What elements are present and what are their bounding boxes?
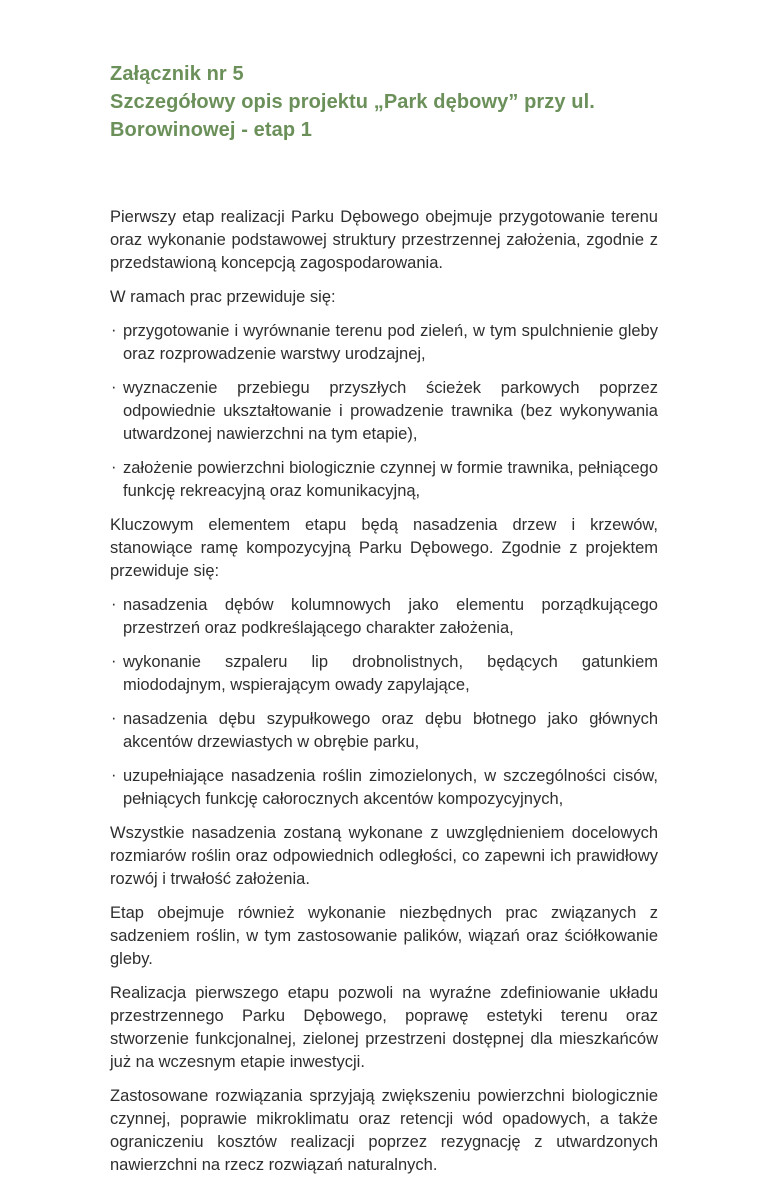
- plantings-bullet-list: [110, 594, 658, 811]
- list-item-text: uzupełniające nasadzenia roślin zimozielonych, w szczególności cisów, pełniących funkcję całorocznych akcentów kompozycyjnych,: [123, 767, 658, 808]
- paragraph-planting-sizes: Wszystkie nasadzenia zostaną wykonane z uwzględnieniem docelowych rozmiarów roślin oraz odpowiednich odległości, co zapewni ich prawidłowy rozwój i trwałość założenia.: [110, 824, 658, 888]
- list-item-text: wykonanie szpaleru lip drobnolistnych, będących gatunkiem miododajnym, wspierającym owady zapylające,: [123, 653, 658, 694]
- bullet-icon: ·: [111, 458, 117, 476]
- list-item-text: nasadzenia dębu szypułkowego oraz dębu błotnego jako głównych akcentów drzewiastych w obrębie parku,: [123, 710, 658, 751]
- list-item: [110, 320, 658, 366]
- list-item: [110, 377, 658, 446]
- attachment-number: Załącznik nr 5: [110, 63, 244, 85]
- paragraph-planting-works: Etap obejmuje również wykonanie niezbędnych prac związanych z sadzeniem roślin, w tym zastosowanie palików, wiązań oraz ściółkowanie gleby.: [110, 904, 658, 968]
- list-item-text: przygotowanie i wyrównanie terenu pod zieleń, w tym spulchnienie gleby oraz rozprowadzenie warstwy urodzajnej,: [123, 322, 658, 363]
- paragraph-works-lead-in: W ramach prac przewiduje się:: [110, 288, 336, 306]
- document-heading: [110, 60, 658, 144]
- list-item-text: wyznaczenie przebiegu przyszłych ścieżek parkowych poprzez odpowiednie ukształtowanie i prowadzenie trawnika (bez wykonywania utwardzonej nawierzchni na tym etapie),: [123, 379, 658, 443]
- works-bullet-list: [110, 320, 658, 503]
- paragraph-benefits: Zastosowane rozwiązania sprzyjają zwiększeniu powierzchni biologicznie czynnej, poprawie mikroklimatu oraz retencji wód opadowych, a także ograniczeniu kosztów realizacji poprzez rezygnację z utwardzonych nawierzchni na rzecz rozwiązań naturalnych.: [110, 1087, 658, 1174]
- bullet-icon: ·: [111, 709, 117, 727]
- list-item: [110, 708, 658, 754]
- paragraph-plantings-lead-in: Kluczowym elementem etapu będą nasadzenia drzew i krzewów, stanowiące ramę kompozycyjną Parku Dębowego. Zgodnie z projektem przewiduje się:: [110, 516, 658, 580]
- list-item-text: założenie powierzchni biologicznie czynnej w formie trawnika, pełniącego funkcję rekreacyjną oraz komunikacyjną,: [123, 459, 658, 500]
- list-item: [110, 457, 658, 503]
- list-item: [110, 765, 658, 811]
- list-item-text: nasadzenia dębów kolumnowych jako elementu porządkującego przestrzeń oraz podkreślającego charakter założenia,: [123, 596, 658, 637]
- list-item: [110, 594, 658, 640]
- document-body: [110, 206, 658, 1177]
- document-title: Szczegółowy opis projektu „Park dębowy” przy ul. Borowinowej - etap 1: [110, 91, 595, 141]
- list-item: [110, 651, 658, 697]
- bullet-icon: ·: [111, 766, 117, 784]
- bullet-icon: ·: [111, 378, 117, 396]
- bullet-icon: ·: [111, 595, 117, 613]
- paragraph-intro: Pierwszy etap realizacji Parku Dębowego obejmuje przygotowanie terenu oraz wykonanie podstawowej struktury przestrzennej założenia, zgodnie z przedstawioną koncepcją zagospodarowania.: [110, 208, 658, 272]
- paragraph-stage-results: Realizacja pierwszego etapu pozwoli na wyraźne zdefiniowanie układu przestrzennego Parku Dębowego, poprawę estetyki terenu oraz stworzenie funkcjonalnej, zielonej przestrzeni dostępnej dla mieszkańców już na wczesnym etapie inwestycji.: [110, 984, 658, 1071]
- bullet-icon: ·: [111, 321, 117, 339]
- bullet-icon: ·: [111, 652, 117, 670]
